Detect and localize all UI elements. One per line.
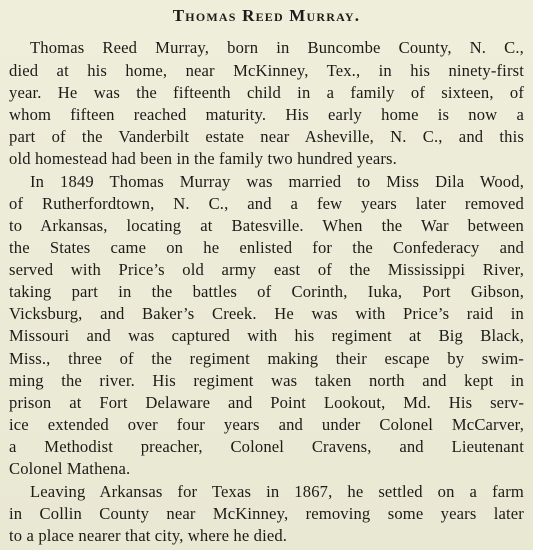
text-line: Miss., three of the regiment making their escape by swim- (9, 349, 524, 368)
text-line: the States came on he enlisted for the Confederacy and (9, 238, 524, 257)
text-line: taking part in the battles of Corinth, Iuka, Port Gibson, (9, 282, 524, 301)
text-line: of Rutherfordtown, N. C., and a few years later removed (9, 194, 524, 213)
text-line: a Methodist preacher, Colonel Cravens, and Lieutenant (9, 437, 524, 456)
text-line: Thomas Reed Murray, born in Buncombe County, N. C., (30, 38, 524, 57)
text-line: in Collin County near McKinney, removing some years later (9, 504, 524, 523)
text-line: died at his home, near McKinney, Tex., in his ninety-first (9, 61, 524, 80)
text-line: ming the river. His regiment was taken north and kept in (9, 371, 524, 390)
page-title: Thomas Reed Murray. (172, 6, 361, 25)
text-line: year. He was the fifteenth child in a family of sixteen, of (9, 83, 524, 102)
text-line: ice extended over four years and under Colonel McCarver, (9, 415, 524, 434)
text-line: Colonel Mathena. (9, 459, 131, 478)
text-line: In 1849 Thomas Murray was married to Miss Dila Wood, (30, 172, 524, 191)
text-line: to a place nearer that city, where he died. (9, 526, 288, 545)
text-line: prison at Fort Delaware and Point Lookout, Md. His serv- (9, 393, 524, 412)
text-line: whom fifteen reached maturity. His early home is now a (9, 105, 524, 124)
text-line: old homestead had been in the family two hundred years. (9, 149, 397, 168)
text-line: Vicksburg, and Baker’s Creek. He was with Price’s raid in (9, 304, 524, 323)
text-line: served with Price’s old army east of the Mississippi River, (9, 260, 524, 279)
text-line: to Arkansas, locating at Batesville. When the War between (9, 216, 524, 235)
text-line: Missouri and was captured with his regiment at Big Black, (9, 326, 524, 345)
text-line: part of the Vanderbilt estate near Asheville, N. C., and this (9, 127, 524, 146)
text-line: Leaving Arkansas for Texas in 1867, he settled on a farm (30, 482, 524, 501)
